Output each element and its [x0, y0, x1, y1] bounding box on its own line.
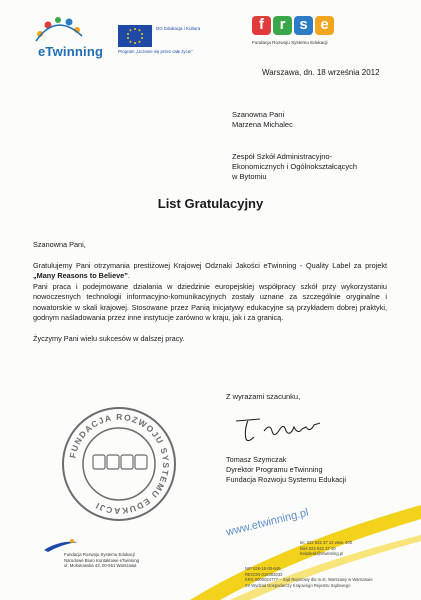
frse-logo — [252, 16, 347, 56]
recipient-school — [232, 152, 357, 182]
closing-phrase: Z wyrazami szacunku, — [226, 392, 301, 401]
letter-greeting: Szanowna Pani, — [33, 240, 86, 249]
footer-contact-line: helpdesk@etwinning.pl — [300, 551, 344, 556]
footer-address-line: Narodowe Biuro Kontaktowe eTwinning — [64, 557, 140, 563]
paragraph-1-end: . — [127, 271, 130, 280]
footer-registry-line: REGON 010393032 — [245, 571, 283, 577]
footer-address-line: Fundacja Rozwoju Systemu Edukacji — [64, 552, 135, 557]
footer-registry-line: XII Wydział Gospodarczy Krajowego Rejestru Sądowego — [245, 582, 351, 588]
recipient-block — [232, 110, 293, 130]
letter-date: Warszawa, dn. 18 września 2012 — [262, 68, 380, 77]
signer-org: Fundacja Rozwoju Systemu Edukacji — [226, 475, 347, 484]
eu-program-logo — [118, 22, 236, 56]
frse-letter-f: f — [252, 16, 271, 35]
footer-website: www.etwinning.pl — [225, 506, 310, 539]
footer-contact-line: tel. 022 622 37 12 wew. 400 — [300, 540, 353, 545]
paragraph-1 — [33, 261, 387, 282]
project-name: „Many Reasons to Believe” — [33, 271, 128, 280]
frse-letter-r: r — [273, 16, 292, 35]
signer-role: Dyrektor Programu eTwinning — [226, 465, 323, 474]
etwinning-logo — [30, 14, 110, 62]
stamp-ring-text: FUNDACJA ROZWOJU SYSTEMU EDUKACJI — [67, 411, 172, 517]
footer-contact — [300, 540, 352, 557]
eu-program-text: Program „Uczenie się przez całe życie” — [118, 49, 193, 54]
footer-contact-line: faks 022 622 37 10 — [300, 545, 336, 551]
signer-block — [226, 455, 346, 485]
frse-letter-s: s — [294, 16, 313, 35]
eu-flag-icon — [118, 25, 152, 47]
footer-address — [64, 552, 139, 569]
footer-swoosh-icon — [44, 538, 78, 552]
recipient-salutation: Szanowna Pani — [232, 110, 285, 119]
paragraph-1-text: Gratulujemy Pani otrzymania prestiżowej Krajowej Odznaki Jakości eTwinning - Quality Label za projekt — [33, 260, 387, 270]
recipient-name: Marzena Michalec — [232, 120, 293, 129]
footer-address-line: ul. Mokotowska 43, 00-551 Warszawa — [64, 563, 137, 569]
frse-subtitle: Fundacja Rozwoju Systemu Edukacji — [252, 40, 328, 45]
frse-letters — [252, 16, 334, 35]
frse-stamp — [60, 405, 178, 523]
paragraph-2: Pani praca i podejmowane działania w dziedzinie europejskiej współpracy szkół przy wykorzystaniu nowoczesnych technologii informacyjno-komunikacyjnych zostały uznane za szczególnie oryginalne i nowatorskie w skali krajowej. Stosowane przez Panią inicjatywy edukacyjne są przykładem dobrej praktyki, godnym naśladowania przez inne instytucje zarówno w kraju, jak i za granicą. — [33, 281, 387, 322]
handwritten-signature — [230, 413, 330, 447]
school-line: w Bytomiu — [232, 172, 267, 181]
footer-registry — [245, 566, 373, 588]
paragraph-3: Życzymy Pani wielu sukcesów w dalszej pracy. — [33, 333, 185, 343]
school-line: Ekonomicznych i Ogólnokształcących — [232, 162, 358, 171]
signer-name: Tomasz Szymczak — [226, 455, 287, 464]
frse-letter-e: e — [315, 16, 334, 35]
footer-registry-line: NIP 526-10-00-645 — [245, 566, 281, 571]
etwinning-stars-icon — [30, 14, 110, 46]
footer-registry-line: KRS 0000024777 – Sąd Rejonowy dla m.st. Warszawy w Warszawie — [245, 577, 373, 582]
school-line: Zespół Szkół Administracyjno- — [232, 152, 333, 161]
letter-body — [33, 240, 387, 344]
etwinning-logo-text: eTwinning — [38, 44, 104, 59]
eu-dg-text: DG Edukacja i Kultura — [156, 26, 201, 31]
stamp-frse-letters — [93, 455, 147, 469]
letter-title: List Gratulacyjny — [157, 196, 264, 211]
